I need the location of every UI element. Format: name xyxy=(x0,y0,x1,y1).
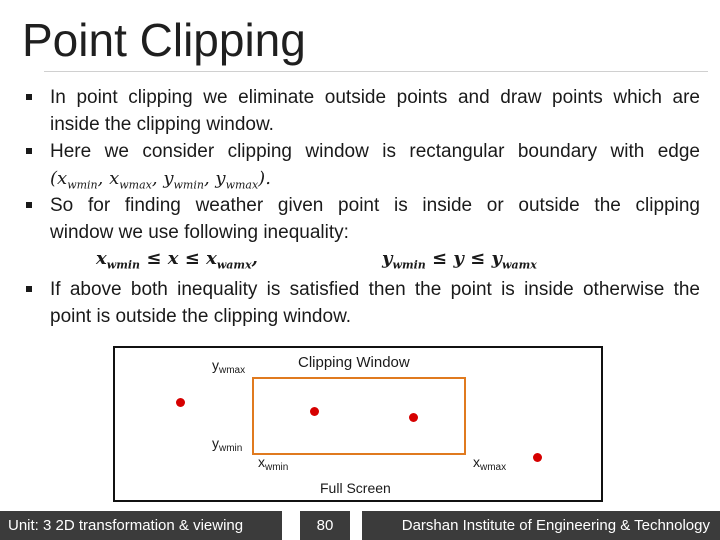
point-outside-right xyxy=(533,453,542,462)
xwmin-label: $x_{wmin}$ xyxy=(258,454,289,473)
inequality-row xyxy=(24,246,700,276)
bullet-square-icon xyxy=(26,94,32,100)
bullet-1-line-2: inside the clipping window. xyxy=(50,114,274,135)
tuple-xmax: x xyxy=(109,168,120,189)
y-inequality: $y_{wmin} \le y \le y_{wamx}$ xyxy=(382,248,537,272)
point-inside-2 xyxy=(409,413,418,422)
xwmax-label: $x_{wmax}$ xyxy=(473,454,507,473)
bullet-square-icon xyxy=(26,286,32,292)
title-divider xyxy=(44,71,708,72)
bullet-square-icon xyxy=(26,202,32,208)
ywmin-label: $y_{wmin}$ xyxy=(212,435,243,454)
tuple-open: ( xyxy=(50,168,58,189)
bullet-4-line-2: point is outside the clipping window. xyxy=(50,306,352,327)
point-inside-1 xyxy=(310,407,319,416)
tuple-ymin: y xyxy=(163,168,174,189)
bullet-3-line-1: So for finding weather given point is inside or outside the clipping xyxy=(24,192,700,219)
footer-page-number: 80 xyxy=(300,511,350,540)
point-outside-left xyxy=(176,398,185,407)
x-inequality: $x_{wmin} \le x \le x_{wamx}$, xyxy=(96,248,258,272)
slide-title: Point Clipping xyxy=(22,14,306,66)
footer-institute: Darshan Institute of Engineering & Technology xyxy=(362,511,720,540)
bullet-4-line-1: If above both inequality is satisfied then the point is inside otherwise the xyxy=(24,276,700,303)
bullet-2-line-1: Here we consider clipping window is rectangular boundary with edge xyxy=(24,138,700,165)
full-screen-label: Full Screen xyxy=(320,480,391,496)
bullet-3-line-2: window we use following inequality: xyxy=(50,222,349,243)
tuple-close: ). xyxy=(258,168,271,189)
bullet-square-icon xyxy=(26,148,32,154)
footer-unit: Unit: 3 2D transformation & viewing xyxy=(0,511,282,540)
tuple-ymax: y xyxy=(215,168,226,189)
clipping-window-rect xyxy=(252,377,466,455)
bullet-1-line-1: In point clipping we eliminate outside points and draw points which are xyxy=(24,84,700,111)
clipping-window-label: Clipping Window xyxy=(298,354,410,371)
tuple-xmin: x xyxy=(57,168,68,189)
bullet-list xyxy=(24,84,700,330)
ywmax-label: $y_{wmax}$ xyxy=(212,357,246,376)
bullet-2-edge-tuple: ($x_{wmin}$, $x_{wmax}$, $y_{wmin}$, $y_{wmax}$). xyxy=(50,168,271,192)
